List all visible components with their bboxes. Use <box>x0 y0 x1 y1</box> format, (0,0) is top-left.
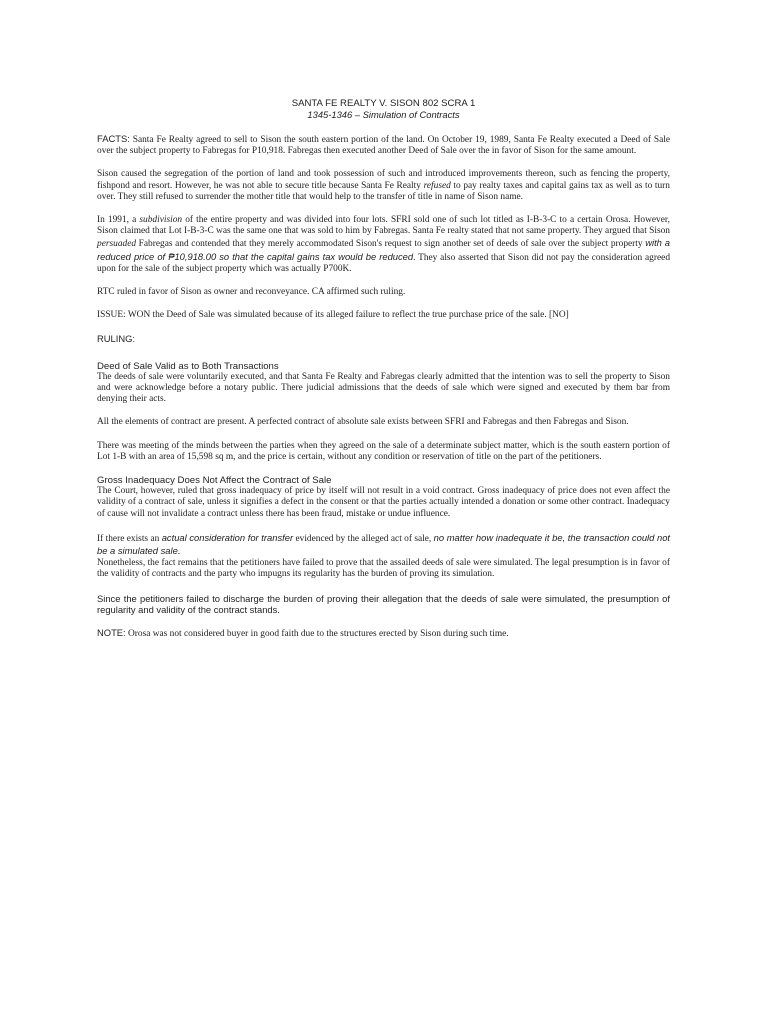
note-label: NOTE: <box>97 627 126 639</box>
case-title: SANTA FE REALTY V. SISON 802 SCRA 1 <box>291 98 476 109</box>
note-paragraph <box>97 627 670 640</box>
note-text: Orosa was not considered buyer in good faith due to the structures erected by Sison during such time. <box>125 629 509 640</box>
inadequacy-text-c: . <box>177 547 181 558</box>
case-subtitle: 1345-1346 – Simulation of Contracts <box>307 109 460 120</box>
subdivision-paragraph <box>97 215 670 275</box>
inadequacy-paragraph-2 <box>97 532 670 558</box>
inadequacy-emphasis-1: actual consideration for transfer <box>161 531 294 543</box>
ruling-label: RULING: <box>97 333 136 345</box>
section-heading-deed-valid: Deed of Sale Valid as to Both Transactions <box>97 360 279 372</box>
facts-paragraph <box>97 133 670 157</box>
deed-valid-paragraph-3: There was meeting of the minds between the parties when they agreed on the sale of a determinate subject matter, which is the south eastern portion of Lot 1-B with an area of 15,598 sq m, and the price is certain, without any condition or reservation of title on the part of the petitioners. <box>97 440 670 462</box>
possession-text-b: to pay realty taxes and capital gains tax as well as to turn over. They still refused to surrender the mother title that would help to the transfer of title in name of Sison name. <box>97 180 670 202</box>
issue-paragraph: ISSUE: WON the Deed of Sale was simulated because of its alleged failure to reflect the true purchase price of the sale. [NO] <box>97 310 569 321</box>
subdivision-text-d: . They also asserted that Sison did not pay the consideration agreed upon for the sale of the subject property which was actually P700K. <box>97 252 671 274</box>
deed-valid-paragraph-2: All the elements of contract are present. A perfected contract of absolute sale exists between SFRI and Fabregas and then Fabregas and Sison. <box>97 417 629 428</box>
deed-valid-paragraph-1: The deeds of sale were voluntarily executed, and that Santa Fe Realty and Fabregas clearly admitted that the intention was to sell the property to Sison and were acknowledge before a notary public. There judicial admissions that the deeds of sale which were signed and executed by them bar from denying their acts. <box>97 371 670 405</box>
subdivision-text-a: In 1991, a <box>97 215 140 226</box>
subdivision-emphasis-1: subdivision <box>139 215 183 226</box>
subdivision-emphasis-2: persuaded <box>97 239 137 250</box>
subdivision-text-c: Fabregas and contended that they merely accommodated Sison's request to sign another set of deeds of sale over the subject property <box>136 239 646 250</box>
inadequacy-paragraph-3: Nonetheless, the fact remains that the petitioners have failed to prove that the assailed deeds of sale were simulated. The legal presumption is in favor of the validity of contracts and the party who impugns its regularity has the burden of proving its simulation. <box>97 558 670 580</box>
facts-text: Santa Fe Realty agreed to sell to Sison the south eastern portion of the land. On October 19, 1989, Santa Fe Realty executed a Deed of Sale over the subject property to Fabregas for P10,918. Fabregas then executed another Deed of Sale over the in favor of Sison for the same amount. <box>97 135 670 157</box>
inadequacy-paragraph-4: Since the petitioners failed to discharge the burden of proving their allegation that the deeds of sale were simulated, the presumption of regularity and validity of the contract stands. <box>97 592 670 615</box>
possession-emphasis: refused <box>423 180 451 191</box>
inadequacy-paragraph-1: The Court, however, ruled that gross inadequacy of price by itself will not result in a void contract. Gross inadequacy of price does not even affect the validity of a contract of sale, unless it signifies a defect in the consent or that the parties actually intended a donation or some other contract. Inadequacy of cause will not invalidate a contract unless there has been fraud, mistake or undue influence. <box>97 486 670 519</box>
inadequacy-emphasis-2: no matter how inadequate it be, the transaction could not be a simulated sale <box>97 531 671 557</box>
rtc-paragraph: RTC ruled in favor of Sison as owner and reconveyance. CA affirmed such ruling. <box>97 287 406 298</box>
facts-label: FACTS: <box>97 133 130 144</box>
subdivision-text-b: of the entire property and was divided into four lots. SFRI sold one of such lot titled as I-B-3-C to a certain Orosa. However, Sison claimed that Lot I-B-3-C was the same one that was sold to him by Fabregas. Santa Fe realty stated that not same property. They argued that Sison <box>97 215 670 237</box>
document-body <box>97 98 670 640</box>
inadequacy-text-b: evidenced by the alleged act of sale, <box>293 533 434 544</box>
inadequacy-text-a: If there exists an <box>97 533 162 544</box>
possession-text-a: Sison caused the segregation of the portion of land and took possession of such and introduced improvements thereon, such as fencing the property, fishpond and resort. However, he was not able to secure title because Santa Fe Realty <box>97 169 670 191</box>
section-heading-gross-inadequacy: Gross Inadequacy Does Not Affect the Contract of Sale <box>97 475 332 487</box>
subdivision-emphasis-3: with a reduced price of ₱10,918.00 so that the capital gains tax would be reduced <box>97 237 670 262</box>
possession-paragraph <box>97 169 670 203</box>
